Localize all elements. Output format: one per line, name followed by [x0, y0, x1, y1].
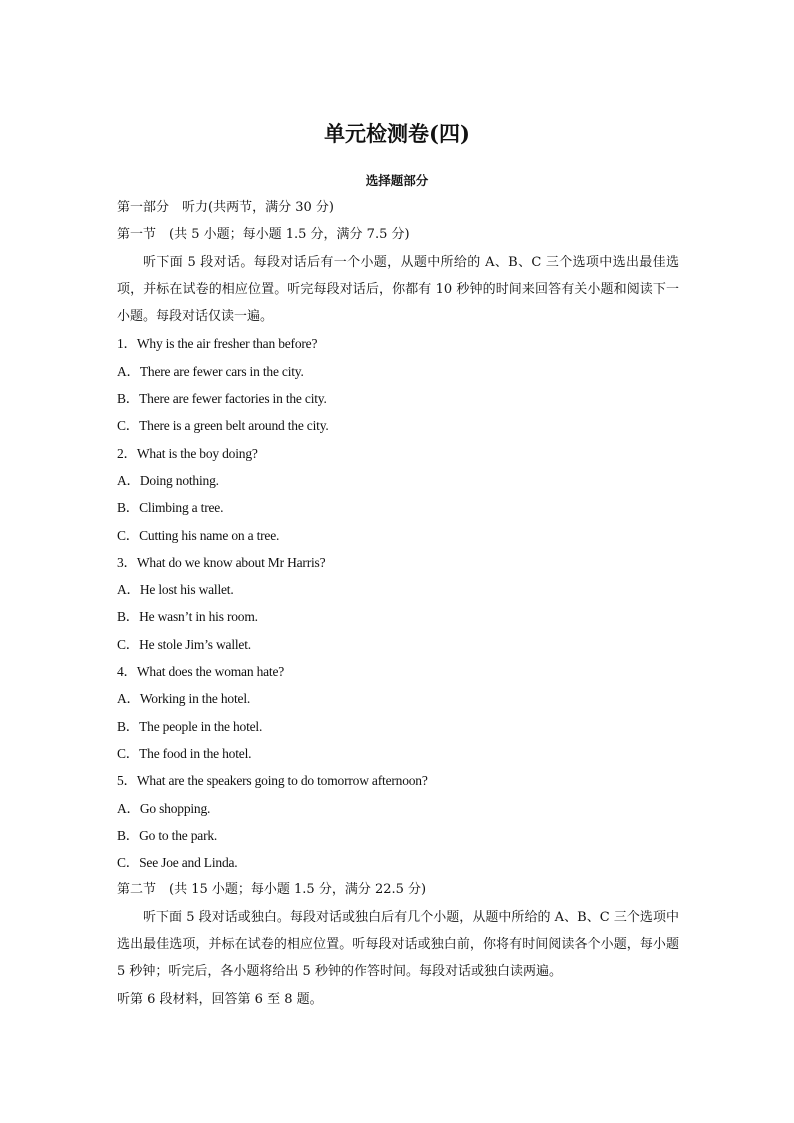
option-a: A．Working in the hotel. — [117, 691, 251, 707]
question-stem: 3．What do we know about Mr Harris? — [117, 554, 326, 570]
section-instructions: 听下面 5 段对话。每段对话后有一个小题，从题中所给的 A、B、C 三个选项中选出最佳选项，并标在试卷的相应位置。听完每段对话后，你都有 10 秒钟的时间来回答有关小题和阅读下一小题。每段对话仅读一遍。 — [117, 254, 679, 325]
question-1 — [117, 330, 679, 439]
question-stem: 4．What does the woman hate? — [117, 664, 285, 680]
section-header: 第二节 (共 15 小题；每小题 1.5 分，满分 22.5 分) — [117, 882, 427, 898]
material-note: 听第 6 段材料，回答第 6 至 8 题。 — [117, 991, 323, 1007]
option-a: A．Doing nothing. — [117, 472, 219, 488]
option-b: B．Climbing a tree. — [117, 500, 224, 516]
page-title: 单元检测卷(四) — [324, 121, 470, 146]
page-subtitle: 选择题部分 — [365, 173, 429, 188]
question-stem: 5．What are the speakers going to do tomorrow afternoon? — [117, 773, 428, 789]
part-header: 第一部分 听力(共两节，满分 30 分) — [117, 200, 334, 215]
section-instructions: 听下面 5 段对话或独白。每段对话或独白后有几个小题，从题中所给的 A、B、C 三个选项中选出最佳选项，并标在试卷的相应位置。听每段对话或独白前，你将有时间阅读各个小题，每小题 5 秒钟；听完后，各小题将给出 5 秒钟的作答时间。每段对话或独白读两遍。 — [117, 909, 679, 980]
question-3 — [117, 549, 679, 658]
option-b: B．Go to the park. — [117, 827, 218, 843]
option-b: B．There are fewer factories in the city. — [117, 391, 327, 407]
section-header: 第一节 (共 5 小题；每小题 1.5 分，满分 7.5 分) — [117, 227, 410, 243]
question-stem: 1．Why is the air fresher than before? — [117, 336, 318, 352]
option-b: B．The people in the hotel. — [117, 718, 263, 734]
option-c: C．He stole Jim’s wallet. — [117, 636, 251, 652]
question-4 — [117, 658, 679, 767]
question-stem: 2．What is the boy doing? — [117, 445, 258, 461]
option-c: C．Cutting his name on a tree. — [117, 527, 280, 543]
question-5 — [117, 767, 679, 876]
option-a: A．Go shopping. — [117, 800, 211, 816]
exam-body — [117, 194, 679, 1013]
option-a: A．He lost his wallet. — [117, 582, 234, 598]
option-a: A．There are fewer cars in the city. — [117, 363, 304, 379]
option-c: C．See Joe and Linda. — [117, 855, 238, 871]
option-c: C．There is a green belt around the city. — [117, 418, 329, 434]
option-c: C．The food in the hotel. — [117, 745, 252, 761]
option-b: B．He wasn’t in his room. — [117, 609, 258, 625]
question-2 — [117, 440, 679, 549]
